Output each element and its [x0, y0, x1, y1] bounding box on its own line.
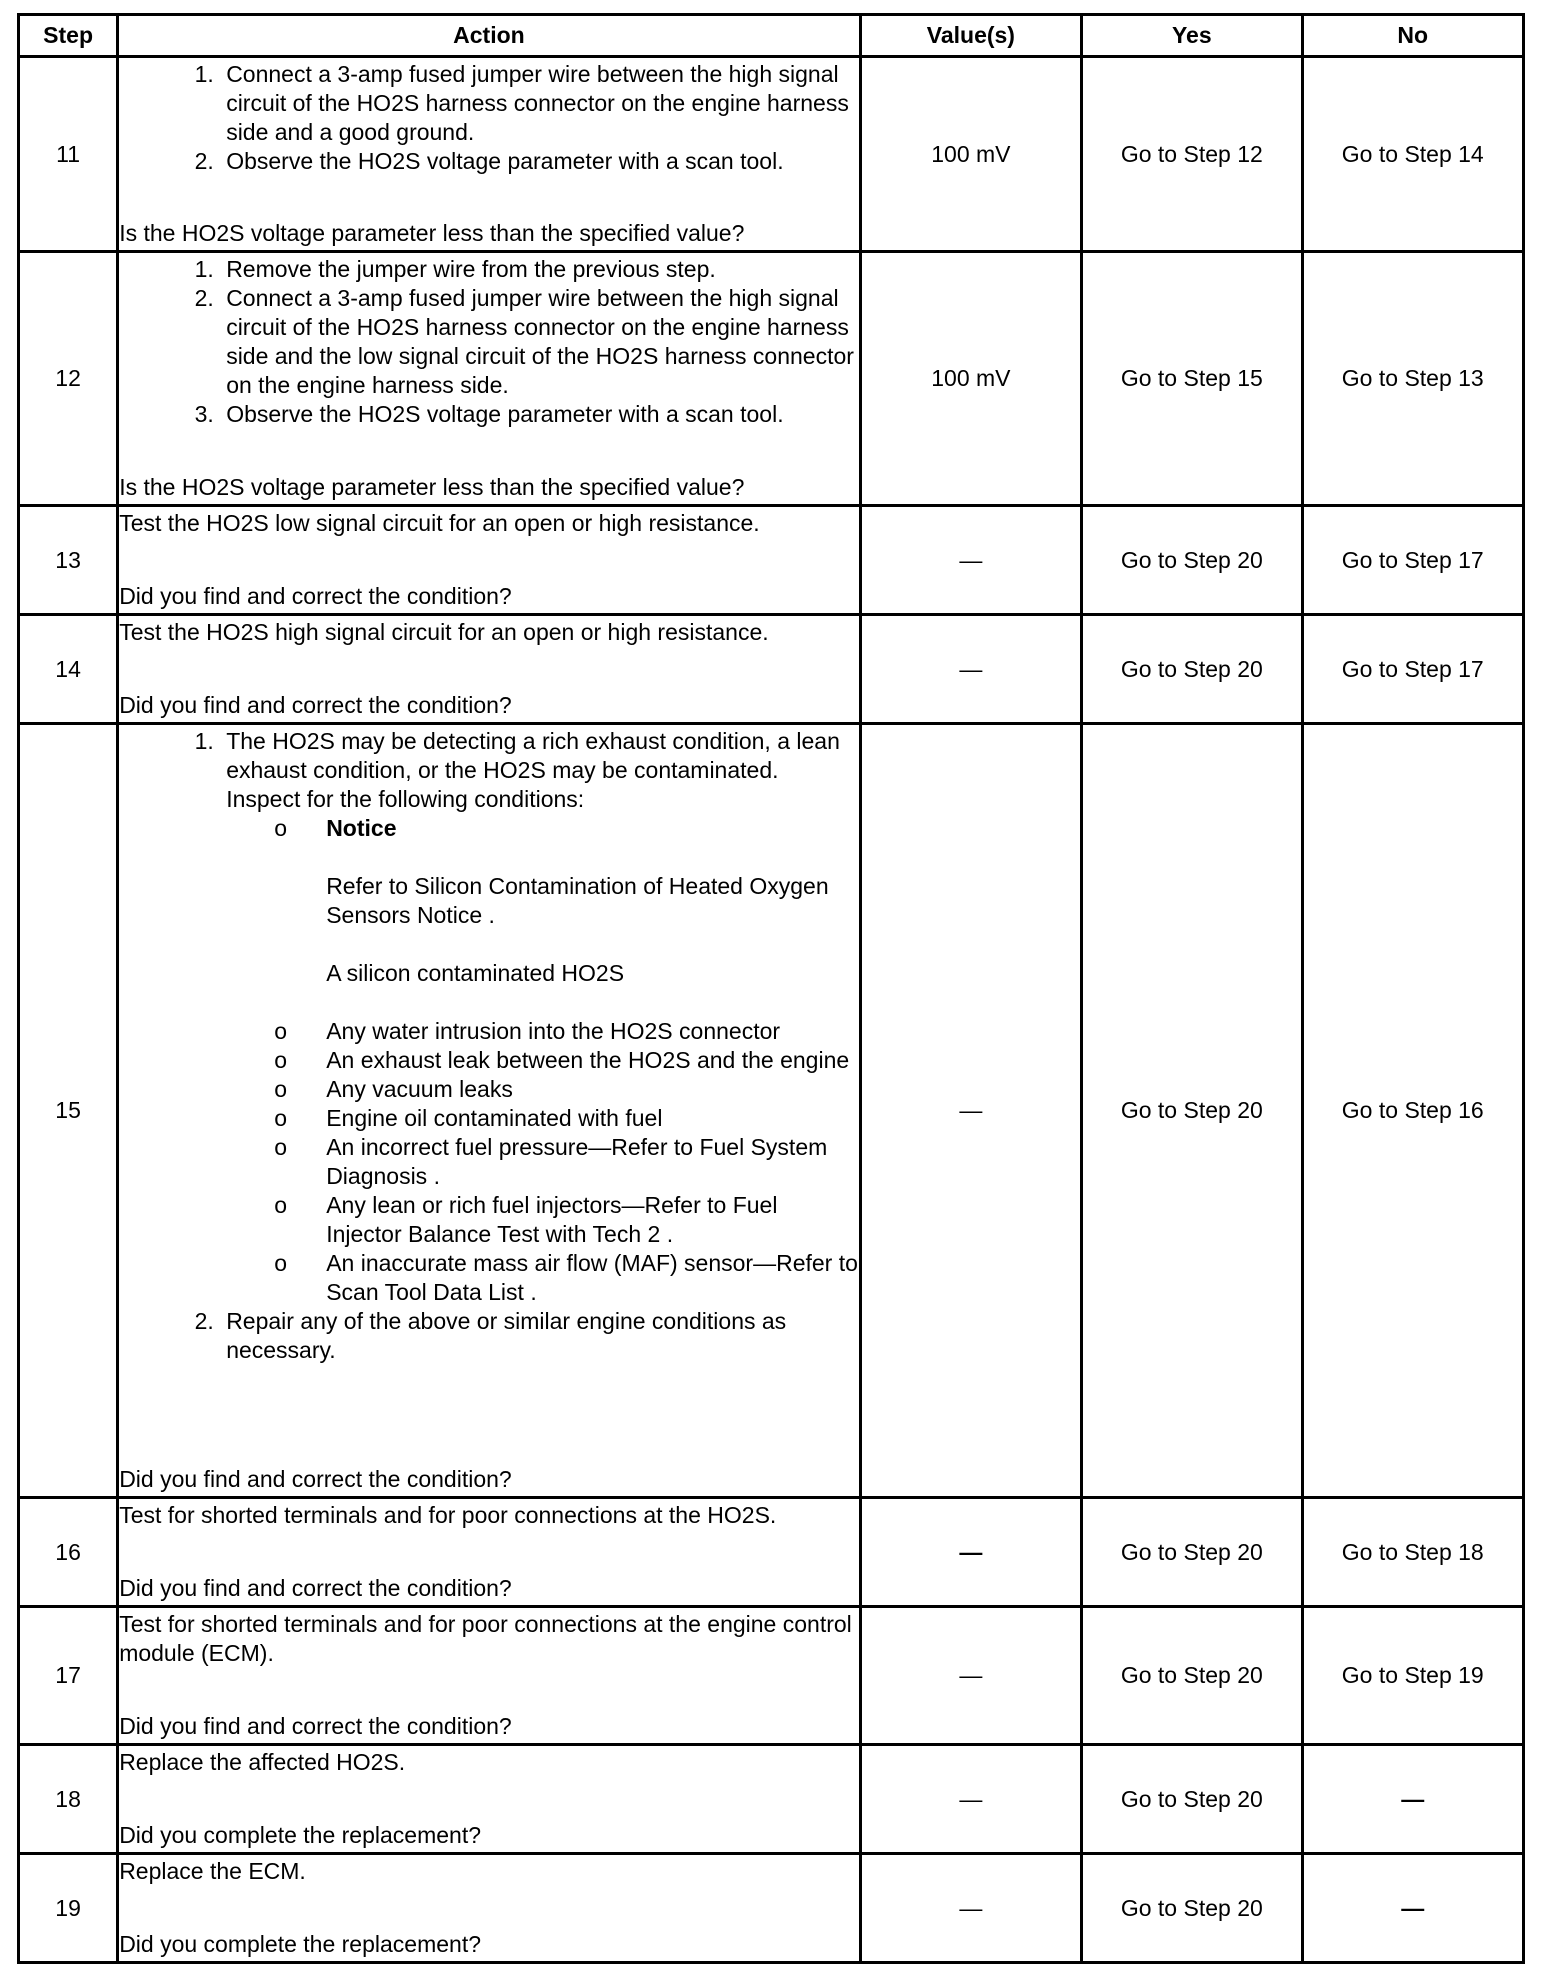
yes-cell: Go to Step 15 — [1082, 252, 1302, 506]
yes-cell: Go to Step 12 — [1082, 57, 1302, 252]
step-number: 14 — [19, 615, 118, 724]
no-cell: Go to Step 13 — [1302, 252, 1523, 506]
list-item: o An incorrect fuel pressure—Refer to Fuel System Diagnosis . — [326, 1133, 858, 1191]
yes-cell: Go to Step 20 — [1082, 1745, 1302, 1854]
header-no: No — [1302, 15, 1523, 57]
yes-cell: Go to Step 20 — [1082, 1607, 1302, 1745]
action-steps — [119, 727, 858, 1365]
action-steps — [119, 60, 858, 176]
action-text: Test for shorted terminals and for poor connections at the HO2S. — [119, 1502, 777, 1528]
action-question: Did you find and correct the condition? — [119, 1466, 512, 1492]
action-text: Test the HO2S low signal circuit for an open or high resistance. — [119, 510, 760, 536]
action-text: Test for shorted terminals and for poor connections at the engine control module (ECM). — [119, 1611, 852, 1666]
step-number: 11 — [19, 57, 118, 252]
value-cell: — — [860, 724, 1081, 1498]
header-yes: Yes — [1082, 15, 1302, 57]
no-cell: — — [1302, 1854, 1523, 1963]
value-cell: — — [860, 506, 1081, 615]
step-number: 17 — [19, 1607, 118, 1745]
action-cell — [118, 252, 860, 506]
condition-list — [226, 814, 858, 1307]
action-text: Test the HO2S high signal circuit for an open or high resistance. — [119, 619, 769, 645]
item-text: The HO2S may be detecting a rich exhaust condition, a lean exhaust condition, or the HO2S may be contaminated. Inspect for the following conditions: — [226, 728, 840, 812]
yes-cell: Go to Step 20 — [1082, 1854, 1302, 1963]
header-step: Step — [19, 15, 118, 57]
list-item: 3. Observe the HO2S voltage parameter with a scan tool. — [220, 400, 858, 429]
action-steps — [119, 255, 858, 429]
no-cell: Go to Step 14 — [1302, 57, 1523, 252]
step-number: 13 — [19, 506, 118, 615]
no-cell: — — [1302, 1745, 1523, 1854]
list-item: 2. Connect a 3-amp fused jumper wire between the high signal circuit of the HO2S harness connector on the engine harness side and the low signal circuit of the HO2S harness connector on the engine harness side. — [220, 284, 858, 400]
header-action: Action — [118, 15, 860, 57]
no-cell: Go to Step 19 — [1302, 1607, 1523, 1745]
action-cell — [118, 1607, 860, 1745]
no-cell: Go to Step 17 — [1302, 615, 1523, 724]
action-question: Did you find and correct the condition? — [119, 1713, 512, 1739]
notice-item: A silicon contaminated HO2S — [326, 960, 625, 986]
yes-cell: Go to Step 20 — [1082, 615, 1302, 724]
value-cell: — — [860, 1745, 1081, 1854]
action-cell — [118, 506, 860, 615]
value-cell: — — [860, 615, 1081, 724]
notice-block — [326, 814, 858, 1017]
no-cell: Go to Step 16 — [1302, 724, 1523, 1498]
list-item: o An exhaust leak between the HO2S and the engine — [326, 1046, 858, 1075]
list-item: o Any lean or rich fuel injectors—Refer to Fuel Injector Balance Test with Tech 2 . — [326, 1191, 858, 1249]
list-item: 2. Repair any of the above or similar engine conditions as necessary. — [220, 1307, 858, 1365]
table-row — [19, 1607, 1524, 1745]
yes-cell: Go to Step 20 — [1082, 724, 1302, 1498]
yes-cell: Go to Step 20 — [1082, 1498, 1302, 1607]
list-item: o An inaccurate mass air flow (MAF) sensor—Refer to Scan Tool Data List . — [326, 1249, 858, 1307]
list-item: o Any vacuum leaks — [326, 1075, 858, 1104]
header-values: Value(s) — [860, 15, 1081, 57]
header-row — [19, 15, 1524, 57]
step-number: 18 — [19, 1745, 118, 1854]
action-text: Replace the affected HO2S. — [119, 1749, 406, 1775]
notice-title: o Notice — [326, 815, 397, 841]
action-question: Did you complete the replacement? — [119, 1822, 481, 1848]
table-row — [19, 615, 1524, 724]
list-item: 1. Connect a 3-amp fused jumper wire between the high signal circuit of the HO2S harness connector on the engine harness side and a good ground. — [220, 60, 858, 147]
list-item: 1. Remove the jumper wire from the previous step. — [220, 255, 858, 284]
value-cell: — — [860, 1607, 1081, 1745]
action-cell — [118, 57, 860, 252]
action-cell — [118, 1498, 860, 1607]
action-cell — [118, 724, 860, 1498]
step-number: 19 — [19, 1854, 118, 1963]
value-cell: — — [860, 1498, 1081, 1607]
action-question: Did you find and correct the condition? — [119, 692, 512, 718]
value-cell: 100 mV — [860, 57, 1081, 252]
table-row — [19, 1498, 1524, 1607]
action-question: Is the HO2S voltage parameter less than the specified value? — [119, 220, 745, 246]
list-item: o Engine oil contaminated with fuel — [326, 1104, 858, 1133]
value-cell: — — [860, 1854, 1081, 1963]
action-question: Did you complete the replacement? — [119, 1931, 481, 1957]
table-row — [19, 724, 1524, 1498]
value-cell: 100 mV — [860, 252, 1081, 506]
action-question: Did you find and correct the condition? — [119, 583, 512, 609]
action-text: Replace the ECM. — [119, 1858, 306, 1884]
diagnostic-table — [17, 13, 1525, 1964]
table-row — [19, 506, 1524, 615]
step-number: 12 — [19, 252, 118, 506]
step-number: 16 — [19, 1498, 118, 1607]
list-item — [220, 727, 858, 1307]
action-cell — [118, 1854, 860, 1963]
table-row — [19, 252, 1524, 506]
action-question: Is the HO2S voltage parameter less than the specified value? — [119, 474, 745, 500]
table-row — [19, 1745, 1524, 1854]
action-question: Did you find and correct the condition? — [119, 1575, 512, 1601]
table-row — [19, 57, 1524, 252]
no-cell: Go to Step 18 — [1302, 1498, 1523, 1607]
table-row — [19, 1854, 1524, 1963]
yes-cell: Go to Step 20 — [1082, 506, 1302, 615]
notice-reference: Refer to Silicon Contamination of Heated Oxygen Sensors Notice . — [326, 873, 829, 928]
list-item: o Any water intrusion into the HO2S connector — [326, 1017, 858, 1046]
action-cell — [118, 1745, 860, 1854]
no-cell: Go to Step 17 — [1302, 506, 1523, 615]
action-cell — [118, 615, 860, 724]
list-item: 2. Observe the HO2S voltage parameter with a scan tool. — [220, 147, 858, 176]
step-number: 15 — [19, 724, 118, 1498]
